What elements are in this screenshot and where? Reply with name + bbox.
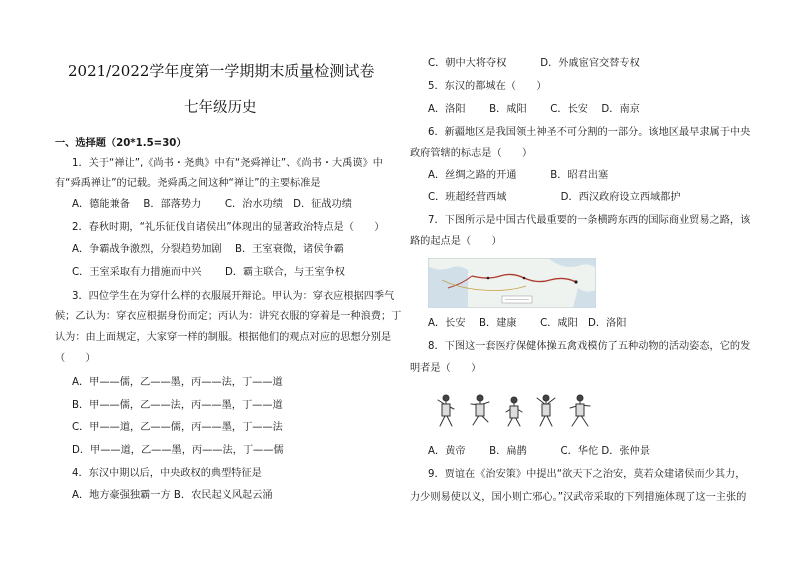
question-2-options-cd: C．王室采取有力措施而中兴 D．霸主联合，与王室争权	[72, 267, 345, 278]
silk-road-map-figure	[428, 258, 596, 308]
question-3-option-b: B．甲——儒，乙——法，丙——墨，丁——道	[72, 400, 283, 411]
question-4-options-cd: C．朝中大将夺权 D．外戚宦官交替专权	[428, 58, 640, 69]
question-2-options-ab: A．争霸战争激烈，分裂趋势加剧 B．王室衰微，诸侯争霸	[72, 244, 344, 255]
question-1-line-1: 1．关于“禅让”,《尚书・尧典》中有“尧舜禅让”、《尚书・大禹谟》中	[72, 158, 383, 169]
question-9-line-2: 力少则易使以义，国小则亡邪心。”汉武帝采取的下列措施体现了这一主张的	[410, 492, 747, 503]
question-4-options-ab: A．地方豪强独霸一方 B．农民起义风起云涌	[72, 490, 273, 501]
question-9-line-1: 9．贾谊在《治安策》中提出“欲天下之治安，莫若众建诸侯而少其力，	[428, 469, 746, 480]
section-heading: 一、选择题（20*1.5=30）	[55, 138, 187, 149]
question-8-line-1: 8．下图这一套医疗保健体操五禽戏模仿了五种动物的活动姿态，它的发	[428, 341, 751, 352]
question-6-options-cd: C．班超经营西域 D．西汉政府设立西域都护	[428, 192, 681, 203]
question-6-options-ab: A．丝绸之路的开通 B．昭君出塞	[428, 170, 609, 181]
question-3-option-d: D．甲——道，乙——墨，丙——法，丁——儒	[72, 445, 284, 456]
question-3-option-c: C．甲——道，乙——儒，丙——墨，丁——法	[72, 422, 283, 433]
question-5-options: A．洛阳 B．咸阳 C．长安 D．南京	[428, 104, 640, 115]
exam-title: 2021/2022学年度第一学期期末质量检测试卷	[68, 62, 375, 80]
question-7-line-2: 路的起点是（ ）	[410, 236, 502, 247]
question-7-options: A．长安 B．建康 C．咸阳 D．洛阳	[428, 318, 627, 329]
question-8-line-2: 明者是（ ）	[410, 363, 482, 374]
question-7-line-1: 7．下图所示是中国古代最重要的一条横跨东西的国际商业贸易之路，该	[428, 215, 751, 226]
question-6-line-2: 政府管辖的标志是（ ）	[410, 148, 533, 159]
question-8-options: A．黄帝 B．扁鹊 C．华佗 D．张仲景	[428, 446, 651, 457]
wuqinxi-exercise-figure	[428, 392, 604, 432]
question-1-line-2: 有“舜禹禅让”的记载。尧舜禹之间这种“禅让”的主要标准是	[55, 178, 321, 189]
question-2-stem: 2．春秋时期，“礼乐征伐自诸侯出”体现出的显著政治特点是（ ）	[72, 222, 385, 233]
question-3-line-1: 3．四位学生在为穿什么样的衣服展开辩论。甲认为：穿衣应根据四季气	[72, 291, 395, 302]
exam-subtitle: 七年级历史	[184, 100, 257, 116]
question-5-stem: 5．东汉的都城在（ ）	[428, 81, 547, 92]
question-3-option-a: A．甲——儒，乙——墨，丙——法，丁——道	[72, 377, 283, 388]
question-4-stem: 4．东汉中期以后，中央政权的典型特征是	[72, 468, 262, 479]
question-6-line-1: 6．新疆地区是我国领土神圣不可分割的一部分。该地区最早隶属于中央	[428, 127, 751, 138]
question-1-options: A．德能兼备 B．部落势力 C．治水功绩 D．征战功绩	[72, 199, 352, 210]
question-3-line-3: 认为：由上面规定，大家穿一样的制服。根据他们的观点对应的思想分别是	[55, 332, 392, 343]
question-3-line-2: 候；乙认为：穿衣应根据身份而定；丙认为：讲究衣服的穿着是一种浪费；丁	[55, 311, 402, 322]
question-3-line-4: （ ）	[55, 353, 96, 364]
